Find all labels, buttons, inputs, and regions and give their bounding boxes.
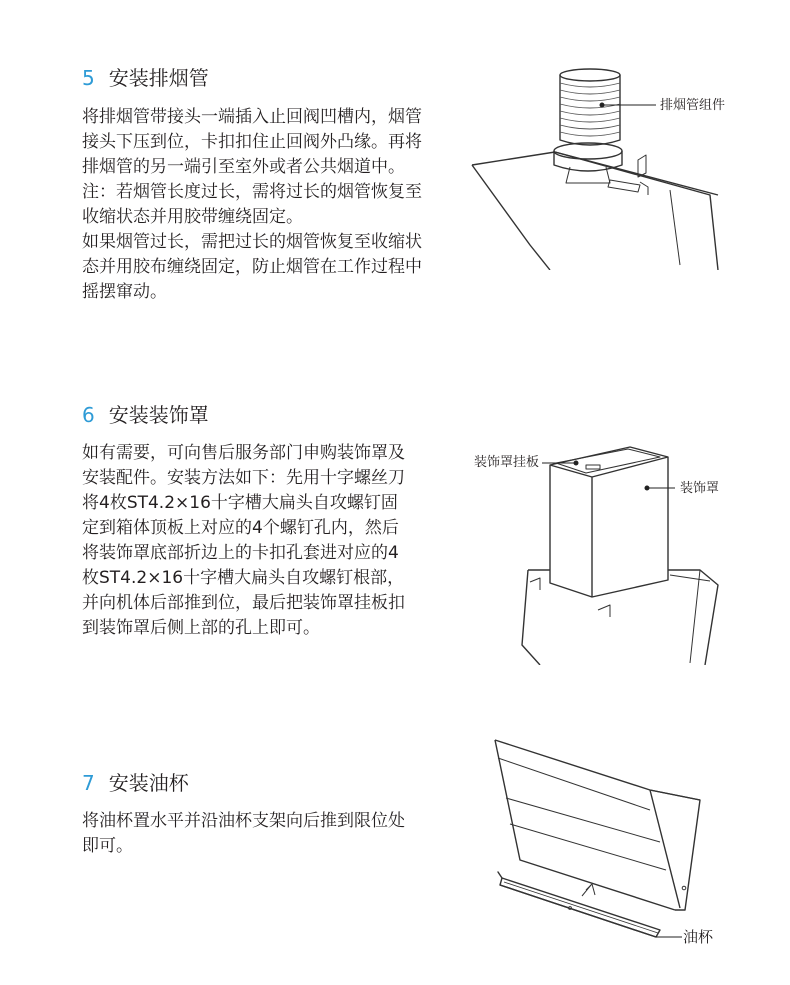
section-6-line: 枚ST4.2×16十字槽大扁头自攻螺钉根部， (82, 568, 405, 588)
section-5-body (82, 105, 422, 305)
section-6-number: 6 (82, 403, 95, 427)
section-5-line: 排烟管的另一端引至室外或者公共烟道中。 (82, 157, 405, 177)
section-6-line: 并向机体后部推到位，最后把装饰罩挂板扣 (82, 593, 405, 613)
exhaust-pipe-figure (470, 55, 750, 270)
section-7-line: 将油杯置水平并沿油杯支架向后推到限位处 (82, 811, 405, 831)
hanger-plate-label: 装饰罩挂板 (474, 455, 540, 470)
section-5-line: 注：若烟管长度过长，需将过长的烟管恢复至 (82, 182, 422, 202)
section-5-line: 收缩状态并用胶带缠绕固定。 (82, 207, 303, 227)
decorative-cover-figure (520, 435, 720, 665)
section-7-number: 7 (82, 771, 95, 795)
section-6-heading: 安装装饰罩 (108, 403, 209, 427)
section-5-line: 如果烟管过长，需把过长的烟管恢复至收缩状 (82, 232, 422, 252)
section-5-line: 摇摆窜动。 (82, 282, 167, 302)
section-5-line: 将排烟管带接头一端插入止回阀凹槽内，烟管 (82, 107, 422, 127)
section-5-line: 接头下压到位，卡扣扣住止回阀外凸缘。再将 (82, 132, 422, 152)
section-6-line: 到装饰罩后侧上部的孔上即可。 (82, 618, 320, 638)
section-6-line: 将4枚ST4.2×16十字槽大扁头自攻螺钉固 (82, 493, 398, 513)
oil-cup-label: 油杯 (683, 928, 714, 946)
section-6-line: 将装饰罩底部折边上的卡扣孔套进对应的4 (82, 543, 399, 563)
exhaust-pipe-label: 排烟管组件 (660, 98, 726, 113)
section-5-line: 态并用胶布缠绕固定，防止烟管在工作过程中 (82, 257, 422, 277)
section-7-title (82, 771, 189, 795)
section-6-line: 如有需要，可向售后服务部门申购装饰罩及 (82, 443, 405, 463)
section-5-number: 5 (82, 66, 95, 90)
section-5-heading: 安装排烟管 (108, 66, 209, 90)
oil-cup-figure (490, 730, 715, 950)
section-7-heading: 安装油杯 (108, 771, 189, 795)
section-5-title (82, 66, 209, 90)
section-6-line: 安装配件。安装方法如下：先用十字螺丝刀 (82, 468, 405, 488)
section-6-line: 定到箱体顶板上对应的4个螺钉孔内，然后 (82, 518, 399, 538)
section-6-body (82, 441, 405, 641)
section-6-title (82, 403, 209, 427)
decorative-cover-label: 装饰罩 (680, 481, 720, 496)
section-7-body (82, 809, 405, 859)
section-7-line: 即可。 (82, 836, 133, 856)
